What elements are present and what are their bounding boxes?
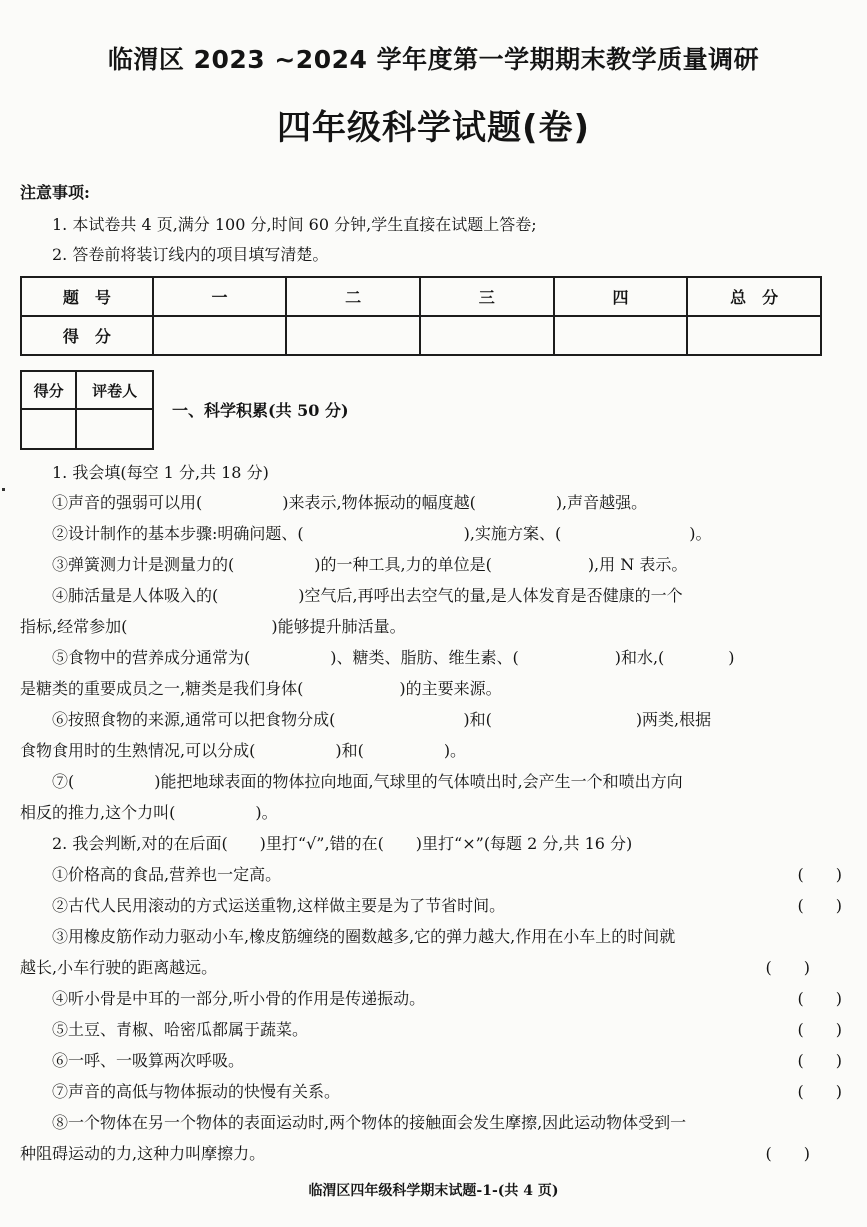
exam-title-line2: 四年级科学试题(卷) (276, 108, 591, 148)
q2-heading: 2. 我会判断,对的在后面( )里打“√”,错的在( )里打“×”(每题 2 分,共 16 分) (52, 834, 633, 853)
q2-item-5 (20, 1019, 854, 1041)
exam-title-line1: 临渭区 2023 ~2024 学年度第一学期期末教学质量调研 (107, 45, 760, 74)
grader-score-label: 得分 (21, 371, 76, 409)
grader-name-cell[interactable] (76, 409, 153, 449)
q2-item-3-line-1: ③用橡皮筋作动力驱动小车,橡皮筋缠绕的圈数越多,它的弹力越大,作用在小车上的时间就 (52, 927, 676, 946)
q2-item-6-answer-blank[interactable]: ( ) (797, 1051, 842, 1070)
q1-line-1: ①声音的强弱可以用( )来表示,物体振动的幅度越( ),声音越强。 (52, 493, 648, 512)
q1-line-6: ⑤食物中的营养成分通常为( )、糖类、脂肪、维生素、( )和水,( ) (52, 648, 735, 667)
q2-item-2-text: ②古代人民用滚动的方式运送重物,这样做主要是为了节省时间。 (52, 896, 506, 915)
q2-item-7-answer-blank[interactable]: ( ) (797, 1082, 842, 1101)
q1-line-3: ③弹簧测力计是测量力的( )的一种工具,力的单位是( ),用 N 表示。 (52, 555, 688, 574)
score-table-header-row (21, 277, 821, 316)
q2-item-6-text: ⑥一呼、一吸算两次呼吸。 (52, 1051, 245, 1070)
q2-item-8-text: 种阻碍运动的力,这种力叫摩擦力。 (20, 1144, 266, 1163)
q2-item-2-answer-blank[interactable]: ( ) (797, 896, 842, 915)
score-header-total: 总 分 (687, 277, 821, 316)
notes-heading: 注意事项: (20, 183, 90, 202)
q2-item-4-answer-blank[interactable]: ( ) (797, 989, 842, 1008)
score-table-score-row (21, 316, 821, 355)
grader-name-label: 评卷人 (76, 371, 153, 409)
q2-item-4 (20, 988, 854, 1010)
score-header-part-1: 一 (153, 277, 287, 316)
q2-item-3-text: 越长,小车行驶的距离越远。 (20, 958, 218, 977)
q2-item-7 (20, 1081, 854, 1103)
q2-item-4-text: ④听小骨是中耳的一部分,听小骨的作用是传递振动。 (52, 989, 426, 1008)
score-cell-part-4[interactable] (554, 316, 688, 355)
score-cell-total[interactable] (687, 316, 821, 355)
q1-line-11: 相反的推力,这个力叫( )。 (20, 803, 278, 822)
score-header-part-2: 二 (286, 277, 420, 316)
q2-item-8-answer-blank[interactable]: ( ) (765, 1144, 810, 1163)
q2-item-1-text: ①价格高的食品,营养也一定高。 (52, 865, 282, 884)
q2-item-2 (20, 895, 854, 917)
q2-item-5-answer-blank[interactable]: ( ) (797, 1020, 842, 1039)
q2-item-1 (20, 864, 854, 886)
score-header-part-3: 三 (420, 277, 554, 316)
q1-line-9: 食物食用时的生熟情况,可以分成( )和( )。 (20, 741, 467, 760)
score-header-part-4: 四 (554, 277, 688, 316)
score-cell-part-2[interactable] (286, 316, 420, 355)
note-item-1: 1. 本试卷共 4 页,满分 100 分,时间 60 分钟,学生直接在试题上答卷; (52, 215, 537, 234)
q1-line-8: ⑥按照食物的来源,通常可以把食物分成( )和( )两类,根据 (52, 710, 712, 729)
q2-item-3-answer-blank[interactable]: ( ) (765, 958, 810, 977)
score-cell-part-3[interactable] (420, 316, 554, 355)
q1-line-4: ④肺活量是人体吸入的( )空气后,再呼出去空气的量,是人体发育是否健康的一个 (52, 586, 683, 605)
q2-item-3 (20, 957, 822, 979)
score-header-question-no: 题 号 (21, 277, 153, 316)
q1-line-5: 指标,经常参加( )能够提升肺活量。 (20, 617, 406, 636)
score-table (20, 276, 822, 356)
q1-line-10: ⑦( )能把地球表面的物体拉向地面,气球里的气体喷出时,会产生一个和喷出方向 (52, 772, 683, 791)
q1-heading: 1. 我会填(每空 1 分,共 18 分) (52, 463, 269, 482)
score-row-label: 得 分 (21, 316, 153, 355)
q1-line-2: ②设计制作的基本步骤:明确问题、( ),实施方案、( )。 (52, 524, 712, 543)
q1-line-7: 是糖类的重要成员之一,糖类是我们身体( )的主要来源。 (20, 679, 502, 698)
score-cell-part-1[interactable] (153, 316, 287, 355)
q2-item-1-answer-blank[interactable]: ( ) (797, 865, 842, 884)
q2-item-7-text: ⑦声音的高低与物体振动的快慢有关系。 (52, 1082, 341, 1101)
q2-item-8 (20, 1143, 822, 1165)
page-footer: 临渭区四年级科学期末试题-1-(共 4 页) (308, 1183, 559, 1199)
note-item-2: 2. 答卷前将装订线内的项目填写清楚。 (52, 245, 329, 264)
scan-mark (2, 488, 5, 491)
grader-score-cell[interactable] (21, 409, 76, 449)
q2-item-8-line-1: ⑧一个物体在另一个物体的表面运动时,两个物体的接触面会发生摩擦,因此运动物体受到一 (52, 1113, 687, 1132)
q2-item-6 (20, 1050, 854, 1072)
grader-table (20, 370, 154, 450)
q2-item-5-text: ⑤土豆、青椒、哈密瓜都属于蔬菜。 (52, 1020, 309, 1039)
section-1-title: 一、科学积累(共 50 分) (172, 401, 349, 420)
